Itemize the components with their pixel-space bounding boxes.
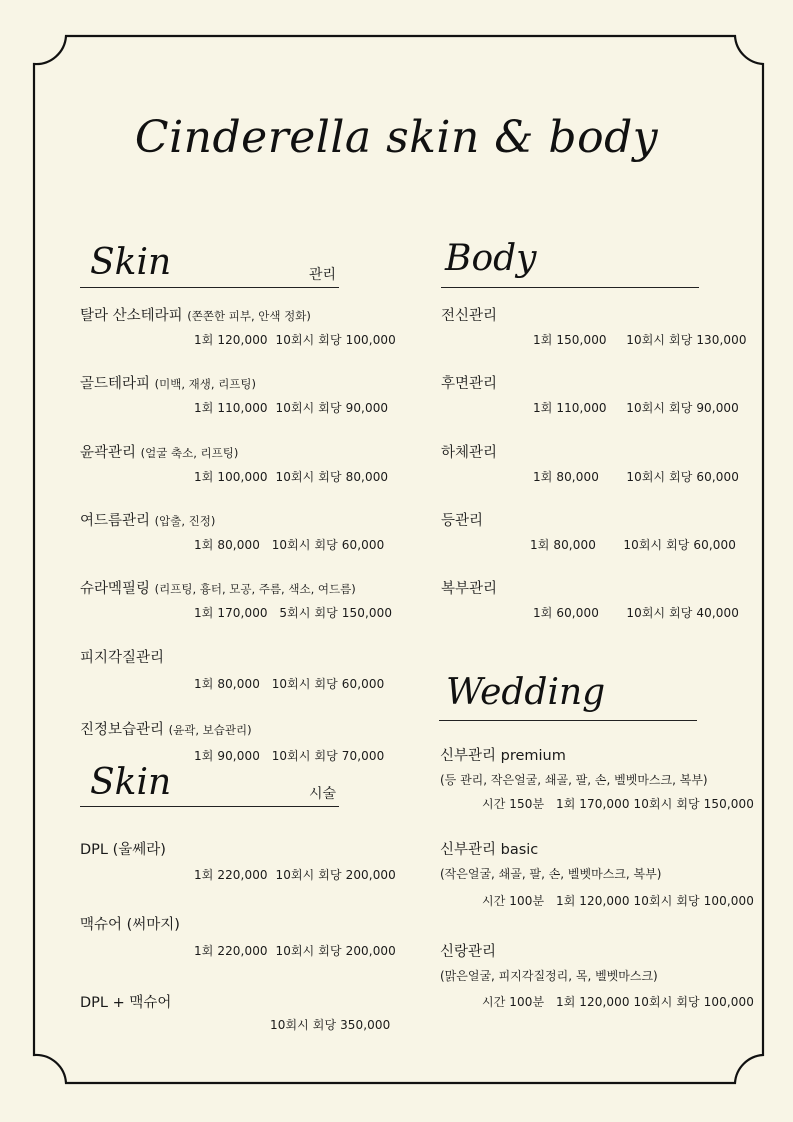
skin-procedure-item-name: DPL (울쎄라) bbox=[80, 842, 166, 858]
wedding-divider bbox=[439, 720, 697, 721]
skin-care-item-name: 진정보습관리 (윤곽, 보습관리) bbox=[80, 722, 252, 738]
skin-care-item-price: 1회 110,000 10회시 회당 90,000 bbox=[194, 401, 389, 415]
body-item-price: 1회 150,000 10회시 회당 130,000 bbox=[533, 333, 747, 347]
skin-procedure-label: 시술 bbox=[309, 786, 337, 802]
body-item-name: 후면관리 bbox=[441, 376, 498, 392]
body-item-price: 1회 80,000 10회시 회당 60,000 bbox=[530, 538, 736, 552]
skin-care-item-name: 피지각질관리 bbox=[80, 650, 165, 666]
wedding-item-name: 신부관리 basic bbox=[440, 842, 539, 858]
skin-procedure-item-name: DPL + 맥슈어 bbox=[80, 995, 172, 1011]
skin-care-item-name: 윤곽관리 (얼굴 축소, 리프팅) bbox=[80, 445, 239, 461]
wedding-item-price: 시간 100분 1회 120,000 10회시 회당 100,000 bbox=[482, 894, 754, 908]
skin-procedure-heading: Skin bbox=[90, 762, 172, 803]
skin-care-divider bbox=[80, 287, 339, 288]
body-item-price: 1회 60,000 10회시 회당 40,000 bbox=[533, 606, 739, 620]
body-item-name: 등관리 bbox=[441, 513, 484, 529]
skin-care-item-name: 슈라멕필링 (리프팅, 흉터, 모공, 주름, 색소, 여드름) bbox=[80, 581, 356, 597]
wedding-item-price: 시간 100분 1회 120,000 10회시 회당 100,000 bbox=[482, 995, 754, 1009]
skin-procedure-divider bbox=[80, 806, 339, 807]
skin-care-item-name: 여드름관리 (압출, 진정) bbox=[80, 513, 216, 529]
skin-care-item-price: 1회 80,000 10회시 회당 60,000 bbox=[194, 677, 385, 691]
body-divider bbox=[441, 287, 699, 288]
skin-care-item-price: 1회 170,000 5회시 회당 150,000 bbox=[194, 606, 393, 620]
skin-procedure-item-price: 1회 220,000 10회시 회당 200,000 bbox=[194, 944, 396, 958]
skin-care-item-price: 1회 120,000 10회시 회당 100,000 bbox=[194, 333, 396, 347]
skin-care-item-price: 1회 100,000 10회시 회당 80,000 bbox=[194, 470, 389, 484]
wedding-item-price: 시간 150분 1회 170,000 10회시 회당 150,000 bbox=[482, 797, 754, 811]
wedding-item-name: 신랑관리 bbox=[440, 944, 497, 960]
skin-care-label: 관리 bbox=[309, 267, 337, 283]
page-title: Cinderella skin & body bbox=[134, 112, 659, 163]
body-item-name: 전신관리 bbox=[441, 308, 498, 324]
body-item-price: 1회 110,000 10회시 회당 90,000 bbox=[533, 401, 739, 415]
body-item-price: 1회 80,000 10회시 회당 60,000 bbox=[533, 470, 739, 484]
skin-procedure-item-name: 맥슈어 (써마지) bbox=[80, 917, 180, 933]
wedding-item-desc: (등 관리, 작은얼굴, 쇄골, 팔, 손, 벨벳마스크, 복부) bbox=[440, 773, 708, 787]
body-item-name: 하체관리 bbox=[441, 445, 498, 461]
skin-care-item-price: 1회 90,000 10회시 회당 70,000 bbox=[194, 749, 385, 763]
skin-care-item-name: 탈라 산소테라피 (쫀쫀한 피부, 안색 정화) bbox=[80, 308, 311, 324]
skin-care-item-price: 1회 80,000 10회시 회당 60,000 bbox=[194, 538, 385, 552]
wedding-item-name: 신부관리 premium bbox=[440, 748, 566, 764]
skin-care-heading: Skin bbox=[90, 242, 172, 283]
skin-procedure-item-price: 10회시 회당 350,000 bbox=[270, 1018, 391, 1032]
wedding-heading: Wedding bbox=[446, 672, 606, 713]
wedding-item-desc: (맑은얼굴, 피지각질정리, 목, 벨벳마스크) bbox=[440, 969, 658, 983]
body-item-name: 복부관리 bbox=[441, 581, 498, 597]
wedding-item-desc: (작은얼굴, 쇄골, 팔, 손, 벨벳마스크, 복부) bbox=[440, 867, 662, 881]
skin-procedure-item-price: 1회 220,000 10회시 회당 200,000 bbox=[194, 868, 396, 882]
body-heading: Body bbox=[445, 238, 537, 279]
skin-care-item-name: 골드테라피 (미백, 재생, 리프팅) bbox=[80, 376, 257, 392]
